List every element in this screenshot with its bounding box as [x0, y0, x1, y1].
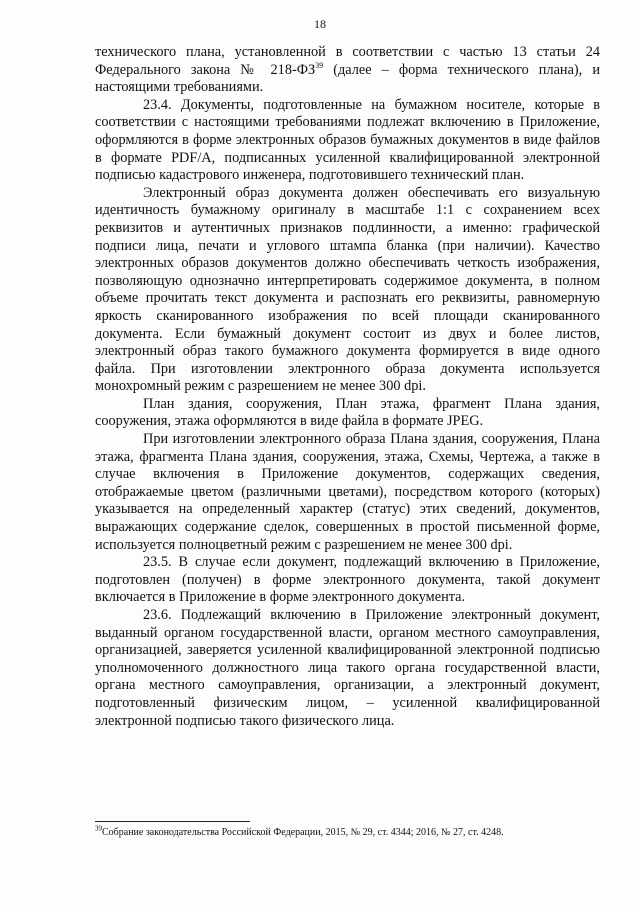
paragraph-continuation: технического плана, установленной в соответствии с частью 13 статьи 24 Федерального закона № 218-ФЗ$^{39}$ (далее – форма технического плана), и настоящими требованиями.: [95, 44, 600, 96]
paragraph-23-6: 23.6. Подлежащий включению в Приложение электронный документ, выданный органом государственной власти, органом местного самоуправления, организацией, заверяется усиленной квалифицированной электронной подписью уполномоченного должностного лица такого органа государственной власти, органа местного самоуправления, организации, а электронный документ, подготовленный физическим лицом, – усиленной квалифицированной электронной подписью такого физического лица.: [95, 607, 600, 729]
footnote-mark: 39: [95, 824, 102, 833]
footnote-reference: 39: [315, 60, 324, 70]
paragraph-color-mode: При изготовлении электронного образа Плана здания, сооружения, Плана этажа, фрагмента Плана здания, сооружения, этажа, Схемы, Чертежа, а также в случае включения в Приложение документов, содержащих сведения, отображаемые цветом (различными цветами), посредством которого (которых) указывается на определенный характер (статус) этих сведений, документов, выражающих содержание сделок, совершенных в простой письменной форме, используется полноцветный режим с разрешением не менее 300 dpi.: [95, 431, 600, 553]
footnote-text: Собрание законодательства Российской Федерации, 2015, № 29, ст. 4344; 2016, № 27, ст. 4248.: [102, 827, 504, 838]
paragraph-23-4: 23.4. Документы, подготовленные на бумажном носителе, которые в соответствии с настоящими требованиями подлежат включению в Приложение, оформляются в форме электронных образов бумажных документов в виде файлов в формате PDF/A, подписанных усиленной квалифицированной электронной подписью кадастрового инженера, подготовившего технический план.: [95, 96, 600, 184]
paragraph-plan-format: План здания, сооружения, План этажа, фрагмент Плана здания, сооружения, этажа оформляются в виде файла в формате JPEG.: [95, 395, 600, 430]
page-number: 18: [314, 17, 326, 31]
paragraph-electronic-image-requirements: Электронный образ документа должен обеспечивать его визуальную идентичность бумажному оригиналу в масштабе 1:1 с сохранением всех реквизитов и аутентичных признаков подлинности, а именно: графической подписи лица, печати и углового штампа бланка (при наличии). Качество электронных образов документов должно обеспечивать четкость изображения, позволяющую однозначно интерпретировать содержимое документа, в полном объеме прочитать текст документа и распознать его реквизиты, равномерную яркость сканированного изображения по всей площади сканированного документа. Если бумажный документ состоит из двух и более листов, электронный образ такого бумажного документа формируется в виде одного файла. При изготовлении электронного образа документа используется монохромный режим с разрешением не менее 300 dpi.: [95, 184, 600, 395]
document-body: [95, 44, 600, 730]
footnote: [95, 826, 615, 839]
paragraph-23-5: 23.5. В случае если документ, подлежащий включению в Приложение, подготовлен (получен) в форме электронного документа, такой документ включается в Приложение в форме электронного документа.: [95, 554, 600, 606]
footnote-separator: [95, 821, 250, 822]
